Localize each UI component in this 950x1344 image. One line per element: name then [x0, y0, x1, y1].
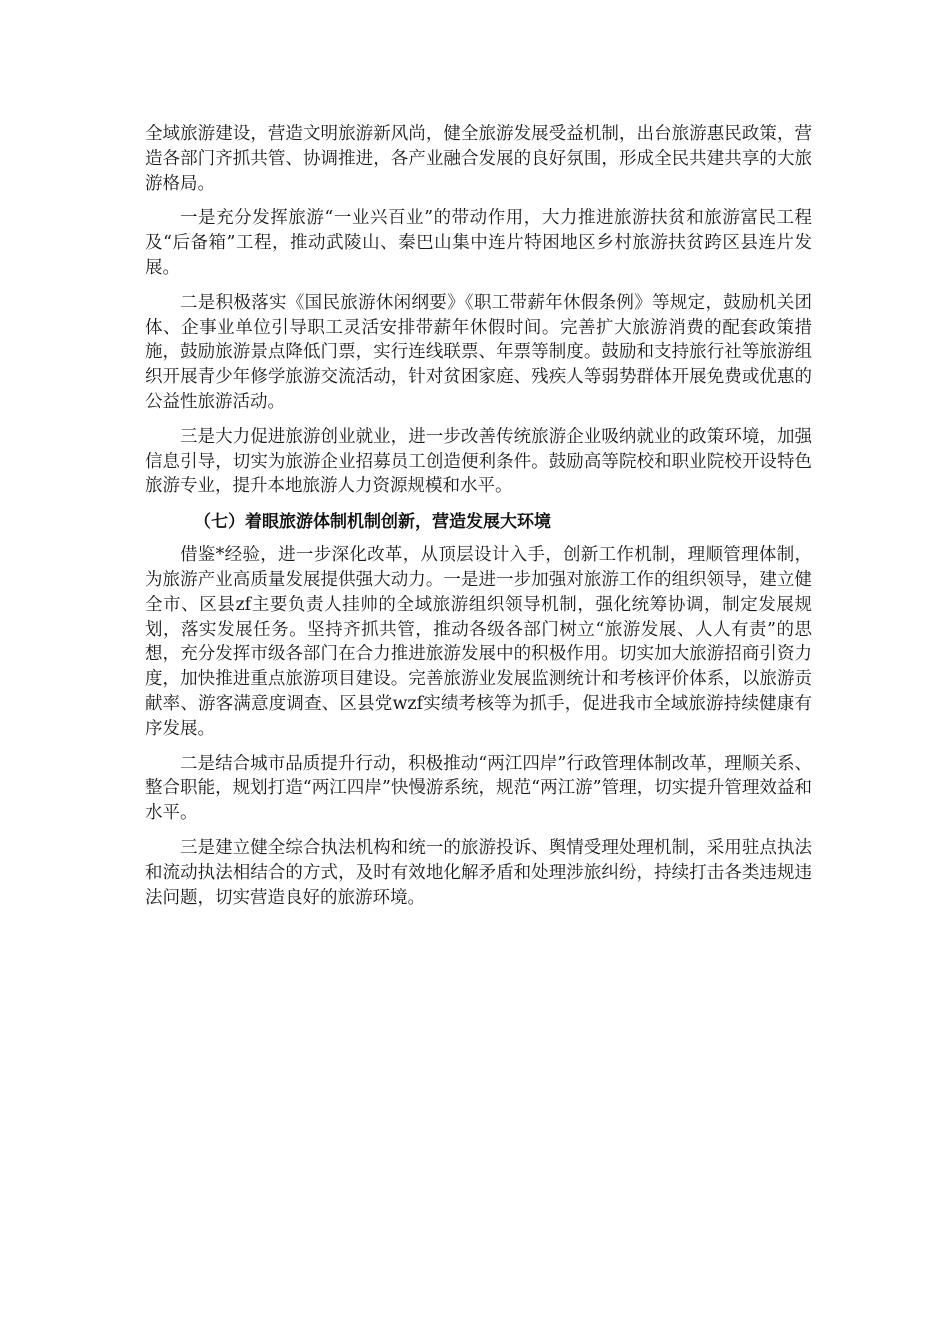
paragraph-tourism-poverty-alleviation: 一是充分发挥旅游“一业兴百业”的带动作用，大力推进旅游扶贫和旅游富民工程及“后备箱”工程，推动武陵山、秦巴山集中连片特困地区乡村旅游扶贫跨区县连片发展。 — [145, 208, 812, 278]
section-heading: （七）着眼旅游体制机制创新，营造发展大环境 — [194, 512, 551, 533]
document-page — [145, 122, 812, 920]
paragraph-continuation: 全域旅游建设，营造文明旅游新风尚，健全旅游发展受益机制，出台旅游惠民政策，营造各部门齐抓共管、协调推进，各产业融合发展的良好氛围，形成全民共建共享的大旅游格局。 — [145, 124, 812, 194]
paragraph-two-rivers-four-banks: 二是结合城市品质提升行动，积极推动“两江四岸”行政管理体制改革，理顺关系、整合职能，规划打造“两江四岸”快慢游系统，规范“两江游”管理，切实提升管理效益和水平。 — [145, 753, 812, 824]
paragraph-law-enforcement: 三是建立健全综合执法机构和统一的旅游投诉、舆情受理处理机制，采用驻点执法和流动执法相结合的方式，及时有效地化解矛盾和处理涉旅纠纷，持续打击各类违规违法问题，切实营造良好的旅游环境。 — [145, 837, 812, 908]
paragraph-reform-mechanism: 借鉴*经验，进一步深化改革，从顶层设计入手，创新工作机制，理顺管理体制，为旅游产业高质量发展提供强大动力。一是进一步加强对旅游工作的组织领导，建立健全市、区县zf主要负责人挂帅的全域旅游组织领导机制，强化统筹协调，制定发展规划，落实发展任务。坚持齐抓共管，推动各级各部门树立“旅游发展、人人有责”的思想，充分发挥市级各部门在合力推进旅游发展中的积极作用。切实加大旅游招商引资力度，加快推进重点旅游项目建设。完善旅游业发展监测统计和考核评价体系，以旅游贡献率、游客满意度调查、区县党wzf实绩考核等为抓手，促进我市全域旅游持续健康有序发展。 — [145, 545, 812, 739]
paragraph-tourism-employment: 三是大力促进旅游创业就业，进一步改善传统旅游企业吸纳就业的政策环境，加强信息引导，切实为旅游企业招募员工创造便利条件。鼓励高等院校和职业院校开设特色旅游专业，提升本地旅游人力资源规模和水平。 — [145, 426, 812, 497]
paragraph-paid-leave-policy: 二是积极落实《国民旅游休闲纲要》《职工带薪年休假条例》等规定，鼓励机关团体、企事业单位引导职工灵活安排带薪年休假时间。完善扩大旅游消费的配套政策措施，鼓励旅游景点降低门票，实行连线联票、年票等制度。鼓励和支持旅行社等旅游组织开展青少年修学旅游交流活动，针对贫困家庭、残疾人等弱势群体开展免费或优惠的公益性旅游活动。 — [145, 292, 812, 412]
